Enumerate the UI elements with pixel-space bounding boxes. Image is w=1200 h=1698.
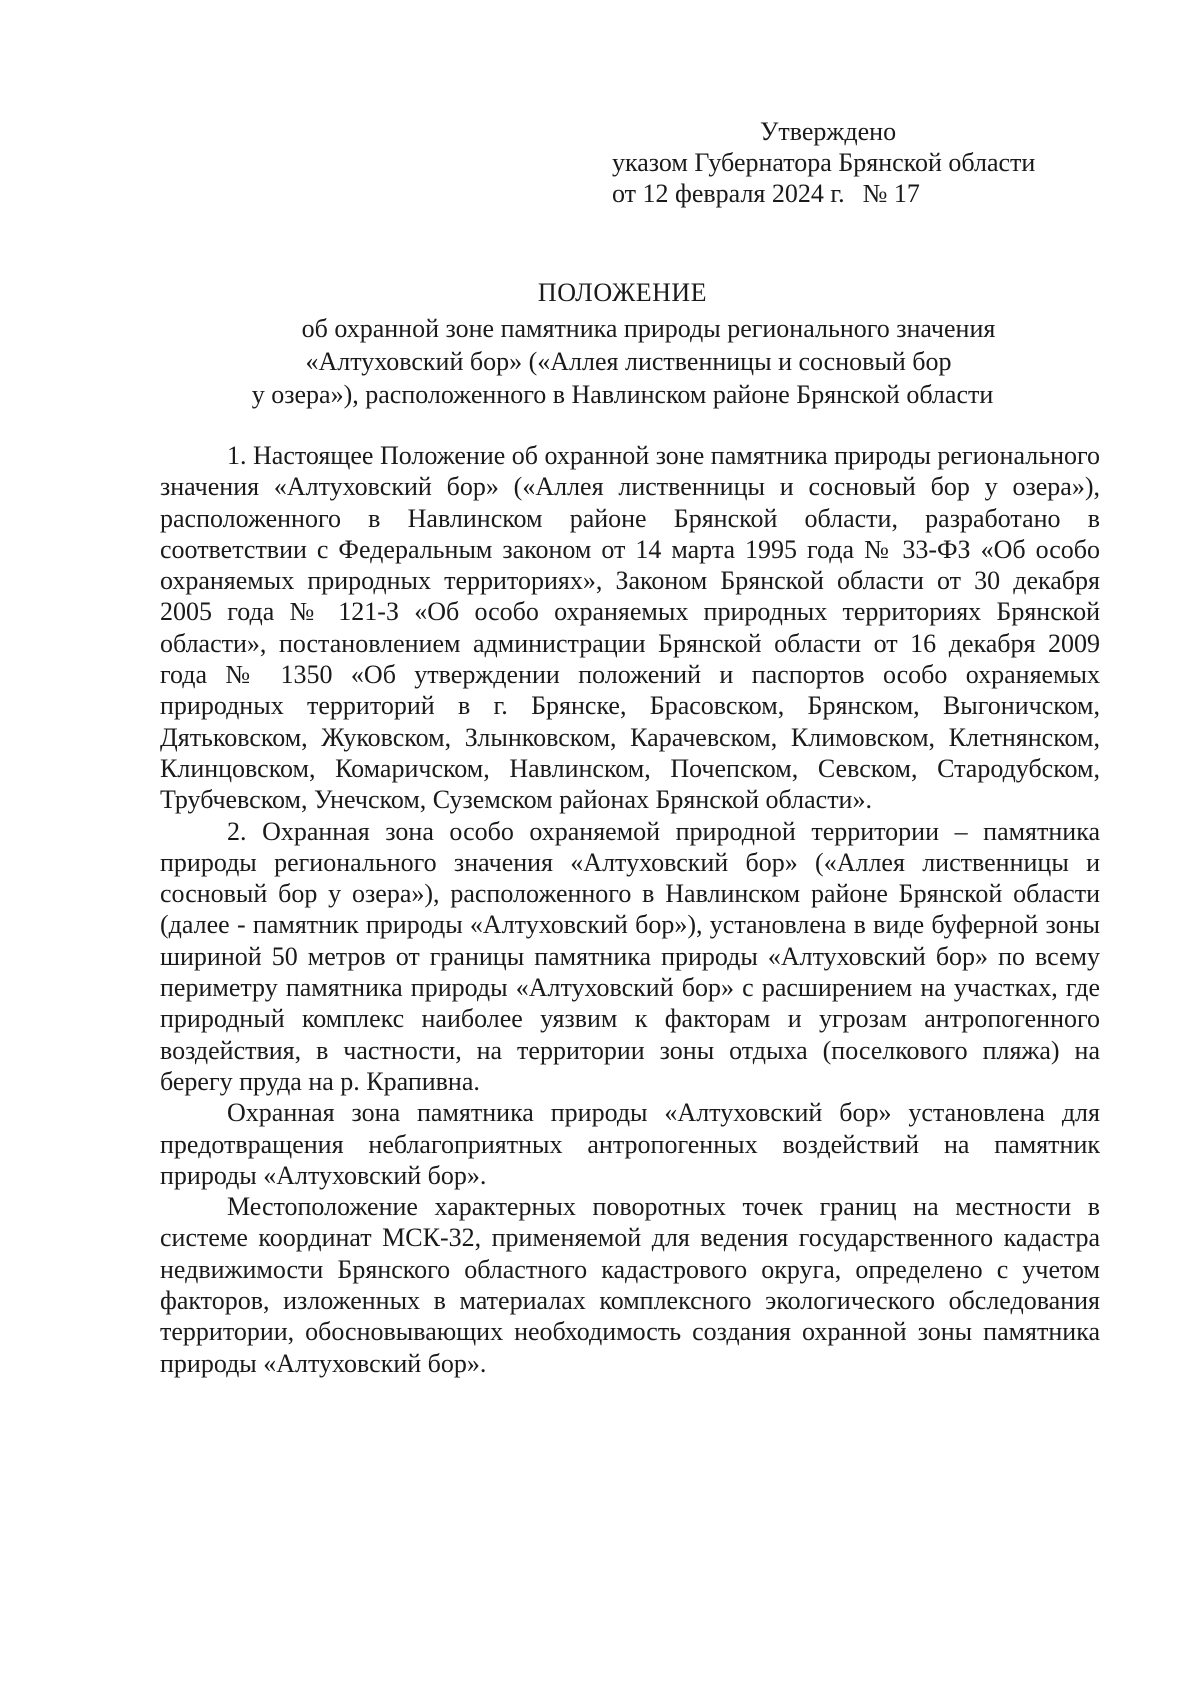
approval-number: № 17 (862, 179, 920, 208)
approval-line-date (612, 178, 1035, 209)
document-subtitle-line-3: у озера»), расположенного в Навлинском районе Брянской области (251, 380, 994, 409)
document-title (150, 276, 1095, 411)
approval-line-decree: указом Губернатора Брянской области (612, 148, 1036, 177)
approval-date: от 12 февраля 2024 г. (612, 179, 845, 208)
document-body (160, 440, 1100, 1379)
document-subtitle-line-2: «Алтуховский бор» («Аллея лиственницы и сосновый бор (305, 347, 952, 376)
approval-line-approved: Утверждено (760, 117, 897, 146)
paragraph-4: Местоположение характерных поворотных точек границ на местности в системе координат МСК-32, применяемой для ведения государственного кадастра недвижимости Брянского областного кадастрового округа, определено с учетом факторов, изложенных в материалах комплексного экологического обследования территории, обосновывающих необходимость создания охранной зоны памятника природы «Алтуховский бор». (160, 1192, 1100, 1378)
paragraph-1: 1. Настоящее Положение об охранной зоне памятника природы регионального значения «Алтуховский бор» («Аллея лиственницы и сосновый бор у озера»), расположенного в Навлинском районе Брянской области, разработано в соответствии с Федеральным законом от 14 марта 1995 года № 33-ФЗ «Об особо охраняемых природных территориях», Законом Брянской области от 30 декабря 2005 года № 121-З «Об особо охраняемых природных территориях Брянской области», постановлением администрации Брянской области от 16 декабря 2009 года № 1350 «Об утверждении положений и паспортов особо охраняемых природных территорий в г. Брянске, Брасовском, Брянском, Выгоничском, Дятьковском, Жуковском, Злынковском, Карачевском, Климовском, Клетнянском, Клинцовском, Комаричском, Навлинском, Почепском, Севском, Стародубском, Трубчевском, Унечском, Суземском районах Брянской области». (160, 441, 1100, 815)
approval-stamp (612, 116, 1035, 209)
paragraph-2: 2. Охранная зона особо охраняемой природной территории – памятника природы регионального значения «Алтуховский бор» («Аллея лиственницы и сосновый бор у озера»), расположенного в Навлинском районе Брянской области (далее - памятник природы «Алтуховский бор»), установлена в виде буферной зоны шириной 50 метров от границы памятника природы «Алтуховский бор» по всему периметру памятника природы «Алтуховский бор» с расширением на участках, где природный комплекс наиболее уязвим к факторам и угрозам антропогенного воздействия, в частности, на территории зоны отдыха (поселкового пляжа) на берегу пруда на р. Крапивна. (160, 816, 1100, 1096)
paragraph-3: Охранная зона памятника природы «Алтуховский бор» установлена для предотвращения неблагоприятных антропогенных воздействий на памятник природы «Алтуховский бор». (160, 1098, 1100, 1190)
document-subtitle-line-1: об охранной зоне памятника природы регионального значения (301, 314, 996, 343)
document-heading: ПОЛОЖЕНИЕ (537, 278, 708, 307)
